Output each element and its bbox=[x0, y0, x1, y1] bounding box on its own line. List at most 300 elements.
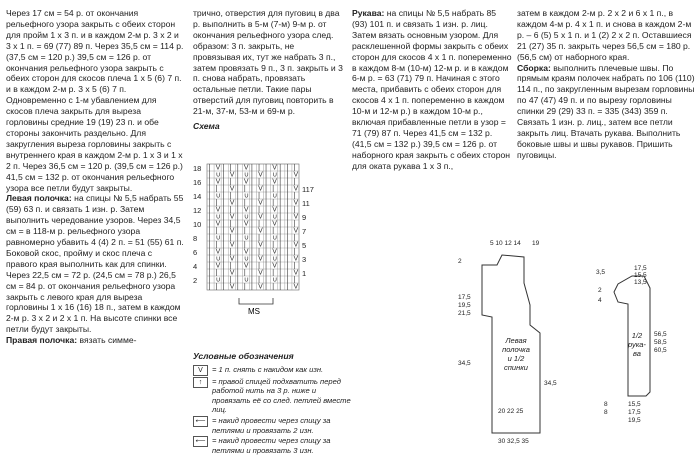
chart-cell-symbol: | bbox=[229, 262, 232, 270]
chart-cell-symbol: | bbox=[208, 171, 211, 179]
chart-row-label: 8 bbox=[193, 234, 198, 243]
chart-cell-symbol: | bbox=[208, 283, 211, 291]
chart-cell-symbol: ∪ bbox=[272, 192, 278, 200]
dimension-label: 20 22 25 bbox=[498, 408, 524, 415]
dimension-label: 13,5 bbox=[634, 279, 647, 286]
chart-cell-symbol: V bbox=[258, 171, 263, 179]
chart-cell-symbol: | bbox=[293, 178, 296, 186]
chart-cell-symbol: | bbox=[251, 213, 253, 221]
paragraph bbox=[352, 8, 512, 172]
chart-cell-symbol: ∪ bbox=[243, 171, 250, 179]
chart-cell-symbol: | bbox=[208, 248, 211, 256]
chart-row-label: 3 bbox=[302, 255, 307, 264]
chart-cell-symbol: | bbox=[272, 283, 275, 291]
chart-cell-symbol: | bbox=[251, 276, 253, 284]
chart-cell-symbol: ∪ bbox=[272, 171, 278, 179]
chart-cell-symbol: | bbox=[208, 206, 211, 214]
chart-cell-symbol: | bbox=[265, 283, 267, 291]
chart-cell-symbol: V bbox=[293, 227, 299, 235]
chart-cell-symbol: | bbox=[208, 199, 211, 207]
chart-cell-symbol: | bbox=[243, 227, 246, 235]
chart-cell-symbol: | bbox=[279, 164, 282, 172]
chart-row-label: 4 bbox=[193, 262, 198, 271]
chart-cell-symbol: ∪ bbox=[243, 255, 250, 263]
chart-cell-symbol: V bbox=[229, 199, 235, 207]
pattern-label: 1/2 bbox=[631, 331, 643, 340]
chart-cell-symbol: ∪ bbox=[215, 276, 221, 284]
chart-cell-symbol: | bbox=[208, 262, 211, 270]
chart-cell-symbol: | bbox=[286, 255, 289, 263]
pattern-label: спинки bbox=[504, 363, 528, 372]
dimension-label: 19,5 bbox=[458, 302, 471, 309]
chart-cell-symbol: V bbox=[272, 220, 277, 228]
chart-cell-symbol: | bbox=[222, 276, 225, 284]
section-heading: Правая полочка: bbox=[6, 335, 78, 346]
paragraph-text: выполнить плечевые швы. По прямым краям полочек набрать по 106 (110) 114 п., по закругленным вырезам горловины по 47 (47) 49 п. и по вырезу горловины спинки 29 (29) 33 п. = 335 (343) 359 п. Связать 1 изн. р. лиц., затем все петли закрыть лиц. Втачать рукава. Выполнить боковые швы и швы рукавов. Пришить пуговицы. bbox=[517, 62, 697, 160]
chart-cell-symbol: | bbox=[243, 199, 246, 207]
chart-cell-symbol: V bbox=[243, 206, 249, 214]
chart-cell-symbol: | bbox=[279, 241, 282, 249]
chart-cell-symbol: | bbox=[251, 178, 253, 186]
chart-cell-symbol: | bbox=[265, 206, 267, 214]
pattern-label: Левая bbox=[505, 336, 527, 345]
legend-title: Условные обозначения bbox=[193, 351, 294, 361]
dimension-label: 19 bbox=[532, 240, 540, 247]
chart-cell-symbol: V bbox=[215, 164, 221, 172]
dimension-label: 8 bbox=[604, 401, 608, 408]
dimension-label: 34,5 bbox=[544, 380, 557, 387]
chart-cell-symbol: ∪ bbox=[215, 234, 221, 242]
chart-cell-symbol: | bbox=[286, 283, 289, 291]
dimension-label: 34,5 bbox=[458, 360, 471, 367]
chart-cell-symbol: | bbox=[286, 206, 289, 214]
chart-cell-symbol: | bbox=[208, 185, 211, 193]
chart-cell-symbol: | bbox=[236, 241, 239, 249]
chart-cell-symbol: ∪ bbox=[243, 192, 250, 200]
paragraph bbox=[6, 193, 187, 335]
chart-cell-symbol: V bbox=[293, 213, 299, 221]
chart-cell-symbol: | bbox=[236, 283, 239, 291]
chart-cell-symbol: | bbox=[258, 206, 260, 214]
chart-cell-symbol: ∪ bbox=[272, 234, 278, 242]
chart-cell-symbol: ∪ bbox=[243, 276, 250, 284]
dimension-label: 5 10 12 14 bbox=[490, 240, 521, 247]
chart-cell-symbol: V bbox=[258, 227, 263, 235]
chart-cell-symbol: | bbox=[293, 164, 296, 172]
chart-cell-symbol: V bbox=[272, 178, 277, 186]
section-heading: Рукава: bbox=[352, 8, 385, 18]
chart-cell-symbol: V bbox=[229, 185, 235, 193]
chart-cell-symbol: | bbox=[286, 276, 289, 284]
chart-cell-symbol: | bbox=[251, 185, 253, 193]
chart-cell-symbol: | bbox=[286, 227, 289, 235]
chart-cell-symbol: | bbox=[251, 262, 253, 270]
chart-cell-symbol: V bbox=[243, 220, 249, 228]
chart-cell-symbol: | bbox=[208, 234, 211, 242]
chart-cell-symbol: | bbox=[222, 171, 225, 179]
legend-text: = 1 п. снять с накидом как изн. bbox=[212, 364, 324, 374]
chart-cell-symbol: | bbox=[286, 269, 289, 277]
chart-cell-symbol: V bbox=[243, 248, 249, 256]
chart-cell-symbol: V bbox=[243, 262, 249, 270]
chart-cell-symbol: | bbox=[279, 276, 282, 284]
dimension-label: 30 32,5 35 bbox=[498, 438, 529, 445]
chart-row-label: 11 bbox=[302, 199, 310, 208]
chart-row-label: 12 bbox=[193, 206, 202, 215]
chart-cell-symbol: | bbox=[293, 192, 296, 200]
chart-row-label: 10 bbox=[193, 220, 202, 229]
chart-cell-symbol: | bbox=[208, 192, 211, 200]
chart-cell-symbol: | bbox=[293, 276, 296, 284]
chart-cell-symbol: | bbox=[272, 185, 275, 193]
section-heading: Левая полочка: bbox=[6, 193, 72, 204]
chart-cell-symbol: | bbox=[286, 220, 289, 228]
front-pattern-diagram bbox=[452, 235, 562, 447]
chart-cell-symbol: | bbox=[215, 185, 218, 193]
chart-cell-symbol: V bbox=[258, 241, 263, 249]
chart-cell-symbol: | bbox=[286, 248, 289, 256]
legend-text: = правой спицей подхватить перед работой нить на 3 р. ниже и провязать её со след. петлей вместе лиц. bbox=[212, 376, 351, 415]
chart-cell-symbol: | bbox=[286, 164, 289, 172]
chart-cell-symbol: | bbox=[236, 192, 239, 200]
chart-cell-symbol: | bbox=[265, 199, 267, 207]
chart-cell-symbol: | bbox=[222, 248, 225, 256]
chart-cell-symbol: V bbox=[272, 262, 277, 270]
chart-cell-symbol: | bbox=[243, 185, 246, 193]
chart-cell-symbol: | bbox=[208, 178, 211, 186]
chart-cell-symbol: V bbox=[215, 248, 221, 256]
chart-cell-symbol: | bbox=[251, 283, 253, 291]
chart-cell-symbol: | bbox=[279, 234, 282, 242]
chart-cell-symbol: | bbox=[229, 192, 232, 200]
dimension-label: 17,5 bbox=[628, 409, 641, 416]
dimension-label: 15,5 bbox=[628, 401, 641, 408]
chart-cell-symbol: | bbox=[258, 192, 260, 200]
chart-cell-symbol: V bbox=[272, 206, 277, 214]
knitting-chart bbox=[193, 162, 323, 337]
pattern-label: полочка bbox=[502, 345, 530, 354]
chart-cell-symbol: | bbox=[258, 178, 260, 186]
chart-cell-symbol: | bbox=[208, 255, 211, 263]
chart-cell-symbol: | bbox=[251, 199, 253, 207]
chart-cell-symbol: | bbox=[251, 227, 253, 235]
chart-cell-symbol: | bbox=[222, 269, 225, 277]
chart-cell-symbol: | bbox=[265, 227, 267, 235]
chart-cell-symbol: | bbox=[279, 248, 282, 256]
chart-cell-symbol: | bbox=[293, 234, 296, 242]
chart-cell-symbol: ∪ bbox=[272, 255, 278, 263]
chart-cell-symbol: | bbox=[286, 192, 289, 200]
chart-cell-symbol: ∪ bbox=[215, 171, 221, 179]
chart-cell-symbol: | bbox=[229, 276, 232, 284]
chart-cell-symbol: | bbox=[222, 255, 225, 263]
chart-cell-symbol: | bbox=[222, 164, 225, 172]
chart-cell-symbol: | bbox=[272, 199, 275, 207]
chart-cell-symbol: | bbox=[229, 248, 232, 256]
chart-cell-symbol: | bbox=[286, 234, 289, 242]
chart-cell-symbol: ∪ bbox=[215, 192, 221, 200]
chart-cell-symbol: V bbox=[258, 269, 263, 277]
chart-cell-symbol: | bbox=[236, 227, 239, 235]
paragraph: Через 17 см = 54 р. от окончания рельефного узора закрыть с обеих сторон для пройм 1 х 3 п. и в каждом 2-м р. 3 х 2 и 3 х 1 п. = 69 (77) 89 п. Через 35,5 см = 114 р. (37,5 см = 120 р.) 39,5 см = 126 р. от окончания рельефного узора закрыть с обеих сторон для скосов плеча 1 х 5 (6) 7 п. и в каждом 2-м р. 3 х 5 (6) 7 п. Одновременно с 1-м убавлением для скосов плеча закрыть для выреза горловины средние 19 (19) 23 п. и обе стороны закончить раздельно. Для закругления выреза горловины закрыть с внутреннего края в каждом 2-м р. 1 х 3 и 1 х 2 п. Через 36,5 см = 120 р. (39,5 см = 126 р.) 41,5 см = 132 р. от окончания рельефного узора все петли будут закрыты. bbox=[6, 8, 186, 193]
chart-cell-symbol: | bbox=[286, 199, 289, 207]
chart-cell-symbol: | bbox=[251, 220, 253, 228]
chart-cell-symbol: V bbox=[272, 164, 277, 172]
chart-cell-symbol: | bbox=[258, 276, 260, 284]
dimension-label: 3,5 bbox=[596, 269, 606, 276]
chart-cell-symbol: | bbox=[236, 206, 239, 214]
legend bbox=[193, 352, 353, 456]
chart-cell-symbol: ∪ bbox=[215, 213, 221, 221]
chart-cell-symbol: | bbox=[222, 262, 225, 270]
chart-cell-symbol: | bbox=[286, 171, 289, 179]
chart-cell-symbol: | bbox=[251, 241, 253, 249]
chart-cell-symbol: | bbox=[236, 164, 239, 172]
chart-cell-symbol: | bbox=[251, 206, 253, 214]
chart-cell-symbol: | bbox=[265, 234, 267, 242]
chart-cell-symbol: | bbox=[215, 269, 218, 277]
chart-cell-symbol: V bbox=[229, 227, 235, 235]
chart-cell-symbol: | bbox=[229, 178, 232, 186]
chart-cell-symbol: | bbox=[215, 199, 218, 207]
chart-row-label: 117 bbox=[302, 185, 314, 194]
chart-cell-symbol: | bbox=[208, 241, 211, 249]
chart-cell-symbol: | bbox=[222, 213, 225, 221]
legend-item bbox=[193, 365, 353, 376]
chart-cell-symbol: V bbox=[229, 171, 235, 179]
chart-row-label: 2 bbox=[193, 276, 198, 285]
chart-cell-symbol: V bbox=[215, 206, 221, 214]
chart-cell-symbol: | bbox=[251, 248, 253, 256]
chart-cell-symbol: | bbox=[236, 255, 239, 263]
chart-row-label: 18 bbox=[193, 164, 202, 173]
chart-cell-symbol: | bbox=[265, 178, 267, 186]
chart-cell-symbol: | bbox=[279, 178, 282, 186]
chart-row-label: 7 bbox=[302, 227, 307, 236]
chart-cell-symbol: | bbox=[286, 241, 289, 249]
chart-cell-symbol: V bbox=[229, 241, 235, 249]
chart-cell-symbol: | bbox=[265, 248, 267, 256]
chart-cell-symbol: V bbox=[215, 262, 221, 270]
chart-cell-symbol: | bbox=[286, 178, 289, 186]
chart-cell-symbol: V bbox=[293, 255, 299, 263]
dimension-label: 60,5 bbox=[654, 347, 667, 354]
paragraph bbox=[6, 335, 184, 346]
chart-cell-symbol: | bbox=[251, 164, 253, 172]
paragraph: затем в каждом 2-м р. 2 х 2 и 6 х 1 п., в каждом 4-м р. 4 х 1 п. и снова в каждом 2-м р. – 6 (5) 5 х 1 п. и 1 (2) 2 х 2 п. Оставшиеся 21 (27) 35 п. закрыть через 56,5 см = 180 р. (56,5 см) от наборного края. bbox=[517, 8, 694, 62]
chart-cell-symbol: | bbox=[208, 227, 211, 235]
chart-cell-symbol: | bbox=[251, 171, 253, 179]
pattern-label: рука- bbox=[628, 340, 646, 349]
chart-cell-symbol: | bbox=[279, 199, 282, 207]
text-column-4 bbox=[517, 8, 695, 161]
chart-cell-symbol: | bbox=[279, 220, 282, 228]
chart-row-label: 5 bbox=[302, 241, 307, 250]
chart-cell-symbol: V bbox=[293, 185, 299, 193]
chart-cell-symbol: V bbox=[215, 220, 221, 228]
chart-cell-symbol: V bbox=[229, 269, 235, 277]
scheme-title: Схема bbox=[193, 121, 220, 132]
text-column-3 bbox=[352, 8, 512, 172]
pattern-label: ва bbox=[633, 349, 641, 358]
text-column-1 bbox=[6, 8, 187, 346]
chart-cell-symbol: | bbox=[215, 283, 218, 291]
chart-row-label: 9 bbox=[302, 213, 307, 222]
chart-cell-symbol: | bbox=[222, 199, 225, 207]
chart-cell-symbol: | bbox=[222, 185, 225, 193]
chart-cell-symbol: | bbox=[208, 164, 211, 172]
chart-cell-symbol: | bbox=[236, 171, 239, 179]
chart-cell-symbol: V bbox=[229, 255, 235, 263]
chart-cell-symbol: | bbox=[229, 164, 232, 172]
chart-cell-symbol: | bbox=[208, 276, 211, 284]
chart-cell-symbol: | bbox=[236, 262, 239, 270]
legend-text: = накид провести через спицу за петлями и провязать 2 изн. bbox=[212, 415, 331, 435]
chart-cell-symbol: | bbox=[222, 227, 225, 235]
chart-row-label: 16 bbox=[193, 178, 202, 187]
chart-cell-symbol: V bbox=[243, 164, 249, 172]
dimension-label: 2 bbox=[598, 287, 602, 294]
chart-cell-symbol: V bbox=[258, 185, 263, 193]
chart-cell-symbol: | bbox=[243, 283, 246, 291]
dimension-label: 2 bbox=[458, 258, 462, 265]
chart-row-label: 6 bbox=[193, 248, 198, 257]
chart-cell-symbol: | bbox=[236, 185, 239, 193]
chart-cell-symbol: | bbox=[293, 262, 296, 270]
chart-cell-symbol: | bbox=[279, 171, 282, 179]
dimension-label: 15,5 bbox=[634, 272, 647, 279]
chart-cell-symbol: | bbox=[265, 213, 267, 221]
chart-cell-symbol: | bbox=[272, 227, 275, 235]
chart-cell-symbol: | bbox=[236, 199, 239, 207]
chart-cell-symbol: | bbox=[279, 192, 282, 200]
chart-cell-symbol: | bbox=[293, 248, 296, 256]
chart-cell-symbol: | bbox=[265, 255, 267, 263]
chart-cell-symbol: | bbox=[286, 262, 289, 270]
legend-item bbox=[193, 377, 353, 415]
text-column-2 bbox=[193, 8, 346, 132]
chart-cell-symbol: | bbox=[279, 185, 282, 193]
chart-cell-symbol: | bbox=[272, 241, 275, 249]
chart-cell-symbol: | bbox=[265, 220, 267, 228]
chart-cell-symbol: | bbox=[215, 227, 218, 235]
chart-cell-symbol: V bbox=[229, 213, 235, 221]
chart-cell-symbol: V bbox=[293, 241, 299, 249]
chart-cell-symbol: ∪ bbox=[243, 213, 250, 221]
chart-cell-symbol: | bbox=[272, 269, 275, 277]
chart-cell-symbol: ∪ bbox=[243, 234, 250, 242]
chart-cell-symbol: V bbox=[229, 283, 235, 291]
yarn-over-3-symbol-icon: ⟵ bbox=[193, 436, 208, 447]
chart-cell-symbol: | bbox=[286, 213, 289, 221]
chart-cell-symbol: | bbox=[279, 269, 282, 277]
chart-row-label: 14 bbox=[193, 192, 202, 201]
chart-cell-symbol: | bbox=[265, 164, 267, 172]
chart-cell-symbol: ∪ bbox=[272, 276, 278, 284]
paragraph-text: на спицы № 5,5 набрать 85 (93) 101 п. и связать 1 изн. р. лиц. Затем вязать основным узором. Для расклешенной формы закрыть с обеих сторон для скосов 4 х 1 п. попеременно в каждом 8-м (10-м) 12-м р. и в каждом 6-м р. = 63 (71) 79 п. Начиная с этого места, прибавить с обеих сторон для скосов 4 х 1 п. попеременно в каждом 10-м и 12-м р.) в каждом 10-м р., включая прибавленные петли в узор = 71 (79) 87 п. Через 41,5 см = 132 р. (41,5 см = 132 р.) 39,5 см = 126 р. от наборного края закрыть с обеих сторон для оката рукава 1 х 3 п., bbox=[352, 8, 514, 171]
chart-cell-symbol: | bbox=[236, 248, 239, 256]
chart-cell-symbol: | bbox=[222, 283, 225, 291]
chart-cell-symbol: | bbox=[279, 255, 282, 263]
chart-cell-symbol: | bbox=[236, 220, 239, 228]
repeat-label: MS bbox=[248, 307, 260, 316]
chart-cell-symbol: | bbox=[279, 213, 282, 221]
chart-cell-symbol: | bbox=[236, 276, 239, 284]
chart-cell-symbol: | bbox=[208, 213, 211, 221]
chart-cell-symbol: | bbox=[279, 227, 282, 235]
chart-cell-symbol: | bbox=[265, 192, 267, 200]
chart-cell-symbol: | bbox=[258, 262, 260, 270]
dimension-label: 17,5 bbox=[634, 265, 647, 272]
chart-cell-symbol: V bbox=[293, 199, 299, 207]
chart-cell-symbol: | bbox=[279, 206, 282, 214]
chart-cell-symbol: V bbox=[258, 199, 263, 207]
chart-cell-symbol: | bbox=[258, 164, 260, 172]
dimension-label: 19,5 bbox=[628, 417, 641, 424]
chart-cell-symbol: | bbox=[258, 220, 260, 228]
chart-cell-symbol: V bbox=[258, 213, 263, 221]
chart-cell-symbol: | bbox=[258, 234, 260, 242]
chart-cell-symbol: | bbox=[236, 234, 239, 242]
dimension-label: 4 bbox=[598, 297, 602, 304]
chart-cell-symbol: | bbox=[265, 241, 267, 249]
chart-cell-symbol: | bbox=[251, 269, 253, 277]
chart-cell-symbol: | bbox=[236, 213, 239, 221]
chart-cell-symbol: ∪ bbox=[272, 213, 278, 221]
legend-item bbox=[193, 436, 353, 455]
chart-cell-symbol: | bbox=[222, 234, 225, 242]
dimension-label: 58,5 bbox=[654, 339, 667, 346]
chart-cell-symbol: V bbox=[293, 171, 299, 179]
chart-cell-symbol: ∪ bbox=[215, 255, 221, 263]
chart-cell-symbol: V bbox=[215, 178, 221, 186]
chart-cell-symbol: | bbox=[265, 276, 267, 284]
yarn-over-2-symbol-icon: ⟵ bbox=[193, 416, 208, 427]
pattern-label: и 1/2 bbox=[507, 354, 525, 363]
chart-cell-symbol: | bbox=[293, 206, 296, 214]
chart-cell-symbol: | bbox=[215, 241, 218, 249]
legend-text: = накид провести через спицу за петлями и провязать 3 изн. bbox=[212, 436, 331, 455]
dimension-label: 8 bbox=[604, 409, 608, 416]
chart-cell-symbol: | bbox=[208, 269, 211, 277]
chart-cell-symbol: | bbox=[229, 220, 232, 228]
chart-cell-symbol: | bbox=[265, 262, 267, 270]
dimension-label: 17,5 bbox=[458, 294, 471, 301]
pickup-stitch-symbol-icon: ↑ bbox=[193, 377, 208, 388]
section-heading: Сборка: bbox=[517, 62, 551, 73]
chart-cell-symbol: | bbox=[265, 171, 267, 179]
sleeve-pattern-diagram bbox=[592, 262, 698, 448]
legend-item bbox=[193, 416, 353, 435]
slip-stitch-symbol-icon: V bbox=[193, 365, 208, 376]
chart-cell-symbol: | bbox=[236, 269, 239, 277]
chart-cell-symbol: | bbox=[243, 269, 246, 277]
paragraph-text: на спицы № 5,5 набрать 55 (59) 63 п. и связать 1 изн. р. Затем выполнить чередование узоров. Через 34,5 см = в 118-м р. рельефного узора равномерно убавить 4 (4) 2 п. = 51 (55) 61 п. Боковой скос, пройму и скос плеча с правого края выполнить как для спинки. Через 22,5 см = 72 р. (24,5 см = 78 р.) 26,5 см = 84 р. от окончания рельефного узора закрыть с левого края для выреза горловины 1 х 16 (16) 18 п., затем в каждом 2-м р. 3 х 2 и 2 х 1 п. На высоте спинки все петли будут закрыты. bbox=[6, 193, 187, 335]
chart-cell-symbol: | bbox=[222, 178, 225, 186]
chart-cell-symbol: | bbox=[222, 241, 225, 249]
chart-cell-symbol: | bbox=[265, 269, 267, 277]
chart-cell-symbol: V bbox=[272, 248, 277, 256]
chart-cell-symbol: | bbox=[251, 234, 253, 242]
paragraph: трично, отверстия для пуговиц в два р. выполнить в 5-м (7-м) 9-м р. от окончания рельефного узора след. образом: 3 п. закрыть, не провязывая их, тут же набрать 3 п., затем провязать 9 п., 3 п. закрыть и 3 п. снова набрать, провязать остальные петли. Такие пары отверстий для пуговиц повторить в 21-м, 37-м, 53-м и 69-м р. bbox=[193, 8, 346, 117]
chart-cell-symbol: V bbox=[293, 269, 299, 277]
chart-cell-symbol: | bbox=[251, 192, 253, 200]
chart-cell-symbol: | bbox=[265, 185, 267, 193]
chart-cell-symbol: | bbox=[222, 220, 225, 228]
chart-cell-symbol: | bbox=[229, 206, 232, 214]
chart-cell-symbol: V bbox=[293, 283, 299, 291]
chart-cell-symbol: | bbox=[279, 283, 282, 291]
